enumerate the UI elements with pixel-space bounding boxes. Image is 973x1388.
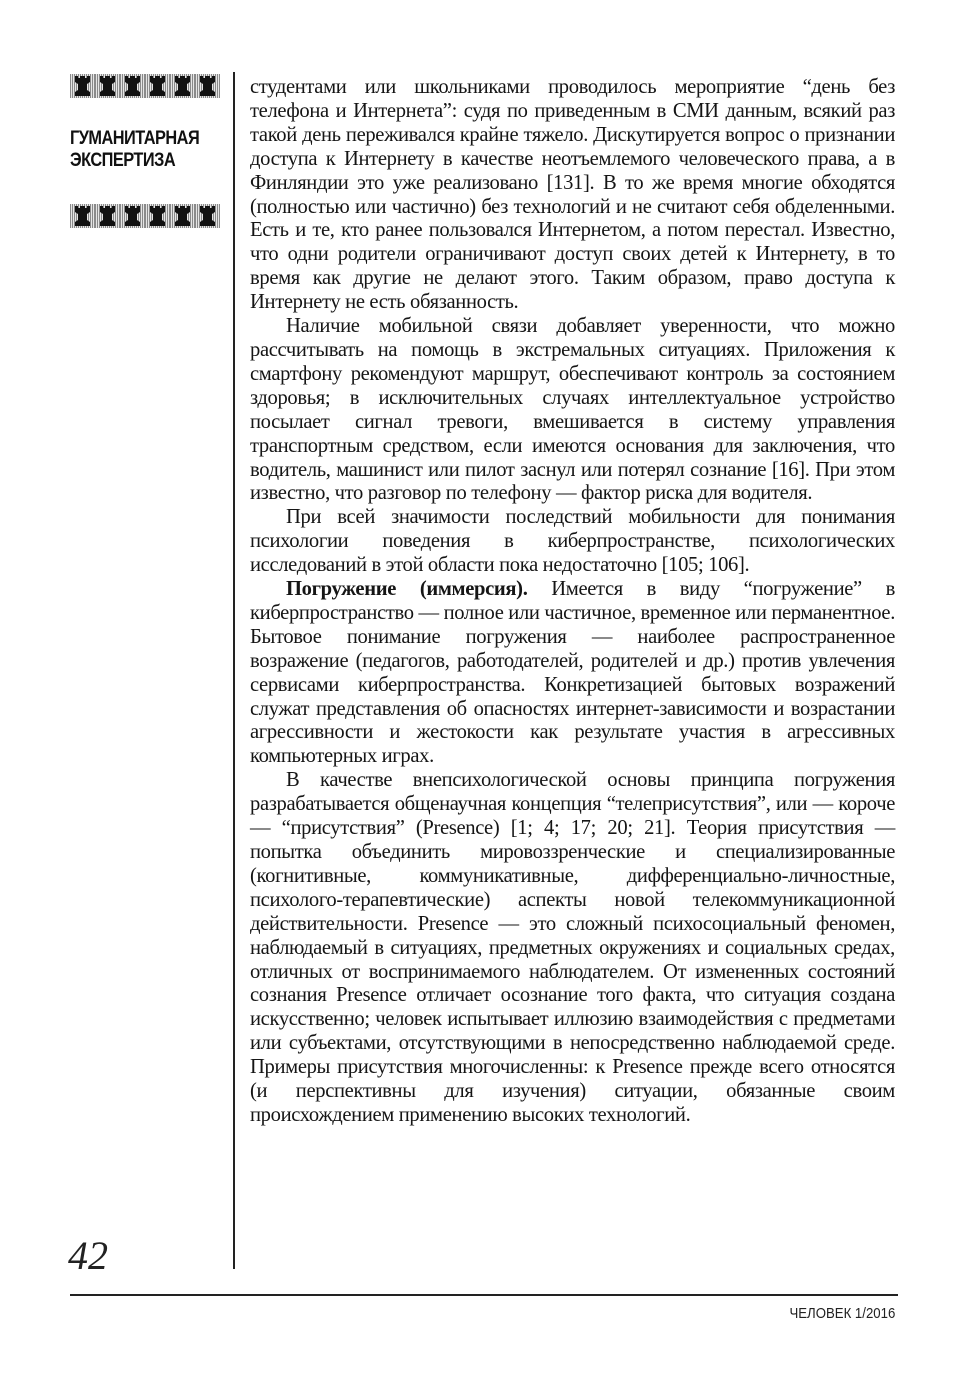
article-body — [250, 76, 895, 1128]
paragraph-text: Наличие мобильной связи добавляет уверенности, что можно рассчитывать на помощь в экстремальных ситуациях. Приложения к смартфону рекомендуют маршрут, обеспечивают контроль за состоянием здоровья; в исключительных случаях интеллектуальное устройство посылает сигнал тревоги, вмешивается в систему управления транспортным средством, если имеются основания для заключения, что водитель, машинист или пилот заснул или потерял сознание [16]. При этом известно, что разговор по телефону — фактор риска для водителя. — [250, 315, 895, 505]
paragraph — [250, 506, 895, 578]
paragraph — [250, 578, 895, 769]
rook-tower-icon — [145, 74, 170, 98]
rubric-line-2: ЭКСПЕРТИЗА — [70, 150, 176, 171]
rook-tower-icon — [145, 204, 170, 228]
rook-tower-icon — [120, 204, 145, 228]
paragraph-text: В качестве внепсихологической основы принципа погружения разрабатывается общенаучная концепция “телеприсутствия”, или — короче — “присутствия” (Presence) [1; 4; 17; 20; 21]. Теория присутствия — попытка объединить мировоззренческие и специализированные (когнитивные, коммуникативные, дифференциально-личностные, психолого-терапевтические) аспекты новой телекоммуникационной действительности. Presence — это сложный психосоциальный феномен, наблюдаемый в ситуациях, предметных окружениях и социальных средах, отличных от воспринимаемого наблюдателем. От измененных состояний сознания Presence отличает осознание того факта, что ситуация создана искусственно; человек испытывает иллюзию взаимодействия с предметами или субъектами, отсутствующими в непосредственно наблюдаемой среде. Примеры присутствия многочисленны: к Presence прежде всего относятся (и перспективны для изучения) ситуации, обязанные своим происхождением применению высоких технологий. — [250, 769, 895, 1126]
paragraph — [250, 76, 895, 315]
rook-tower-icon — [95, 74, 120, 98]
page-number: 42 — [68, 1233, 108, 1278]
ornament-top — [70, 74, 220, 98]
paragraph — [250, 315, 895, 506]
paragraph-text: студентами или школьниками проводилось мероприятие “день без телефона и Интернета”: судя по приведенным в СМИ данным, всякий раз такой день переживался крайне тяжело. Дискутируется вопрос о признании доступа к Интернету в качестве неотъемлемого человеческого права, а в Финляндии это уже реализовано [131]. В то же время многие обходятся (полностью или частично) без технологий и не считают себя обделенными. Есть и те, кто ранее пользовался Интернетом, а потом перестал. Известно, что одни родители ограничивают доступ своих детей к Интернету, в то время как другие не делают этого. Таким образом, право доступа к Интернету не есть обязанность. — [250, 76, 895, 314]
column-divider — [233, 72, 235, 1269]
rubric-line-1: ГУМАНИТАРНАЯ — [70, 128, 200, 149]
rook-tower-icon — [70, 74, 95, 98]
footer-rule — [70, 1294, 898, 1296]
rook-tower-icon — [95, 204, 120, 228]
rook-tower-icon — [120, 74, 145, 98]
paragraph-text: При всей значимости последствий мобильности для понимания психологии поведения в киберпространстве, психологических исследований в этой области пока недостаточно [105; 106]. — [250, 506, 895, 577]
rook-tower-icon — [195, 74, 220, 98]
section-rubric — [70, 128, 216, 172]
rook-tower-icon — [195, 204, 220, 228]
paragraph-text: Имеется в виду “погружение” в киберпространство — полное или частичное, временное или перманентное. Бытовое понимание погружения — наиболее распространенное возражение (педагогов, работодателей, родителей и др.) против увлечения сервисами киберпространства. Конкретизацией бытовых возражений служат представления об опасностях интернет-зависимости и возрастании агрессивности и жестокости как результате участия в агрессивных компьютерных играх. — [250, 578, 895, 768]
rook-tower-icon — [170, 74, 195, 98]
journal-issue: ЧЕЛОВЕК 1/2016 — [789, 1305, 895, 1322]
paragraph — [250, 769, 895, 1128]
rook-tower-icon — [70, 204, 95, 228]
rook-tower-icon — [170, 204, 195, 228]
paragraph-lead-heading: Погружение (иммерсия). — [286, 578, 528, 601]
ornament-bottom — [70, 204, 220, 228]
